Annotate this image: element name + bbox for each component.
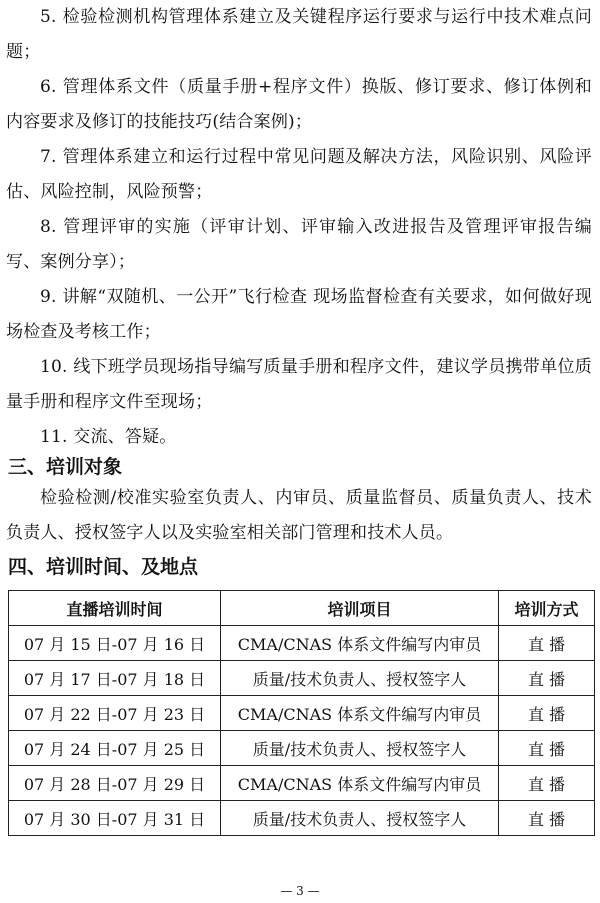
cell-project: CMA/CNAS 体系文件编写内审员 [221,766,499,801]
page-number: — 3 — [280,884,320,898]
cell-mode: 直 播 [499,661,595,696]
cell-mode: 直 播 [499,626,595,661]
section-heading-schedule: 四、培训时间、及地点 [8,556,199,578]
cell-project: CMA/CNAS 体系文件编写内审员 [221,696,499,731]
cell-mode: 直 播 [499,766,595,801]
section-heading-trainees: 三、培训对象 [8,456,123,478]
list-item-5: 5. 检验检测机构管理体系建立及关键程序运行要求与运行中技术难点问题； [6,7,592,62]
table-row [9,661,595,696]
table-row [9,766,595,801]
list-item-8: 8. 管理评审的实施（评审计划、评审输入改进报告及管理评审报告编写、案例分享）； [6,217,592,272]
cell-date: 07 月 17 日-07 月 18 日 [9,661,221,696]
header-mode: 培训方式 [499,591,595,626]
schedule-table [8,590,595,836]
cell-mode: 直 播 [499,731,595,766]
cell-date: 07 月 28 日-07 月 29 日 [9,766,221,801]
cell-date: 07 月 22 日-07 月 23 日 [9,696,221,731]
table-row [9,626,595,661]
header-project: 培训项目 [221,591,499,626]
table-row [9,696,595,731]
cell-project: CMA/CNAS 体系文件编写内审员 [221,626,499,661]
cell-project: 质量/技术负责人、授权签字人 [221,731,499,766]
cell-date: 07 月 15 日-07 月 16 日 [9,626,221,661]
table-header-row [9,591,595,626]
list-item-9: 9. 讲解“双随机、一公开”飞行检查 现场监督检查有关要求，如何做好现场检查及考核工作； [6,287,592,342]
list-item-6: 6. 管理体系文件（质量手册+程序文件）换版、修订要求、修订体例和内容要求及修订的技能技巧(结合案例)； [6,77,592,132]
list-item-7: 7. 管理体系建立和运行过程中常见问题及解决方法，风险识别、风险评估、风险控制，风险预警； [6,147,592,202]
cell-date: 07 月 24 日-07 月 25 日 [9,731,221,766]
cell-mode: 直 播 [499,801,595,836]
cell-mode: 直 播 [499,696,595,731]
header-time: 直播培训时间 [9,591,221,626]
table-row [9,801,595,836]
table-row [9,731,595,766]
cell-date: 07 月 30 日-07 月 31 日 [9,801,221,836]
list-item-10: 10. 线下班学员现场指导编写质量手册和程序文件，建议学员携带单位质量手册和程序文件至现场； [6,357,592,412]
list-item-11: 11. 交流、答疑。 [40,427,177,447]
cell-project: 质量/技术负责人、授权签字人 [221,661,499,696]
trainees-description: 检验检测/校准实验室负责人、内审员、质量监督员、质量负责人、技术负责人、授权签字人以及实验室相关部门管理和技术人员。 [6,488,592,543]
cell-project: 质量/技术负责人、授权签字人 [221,801,499,836]
